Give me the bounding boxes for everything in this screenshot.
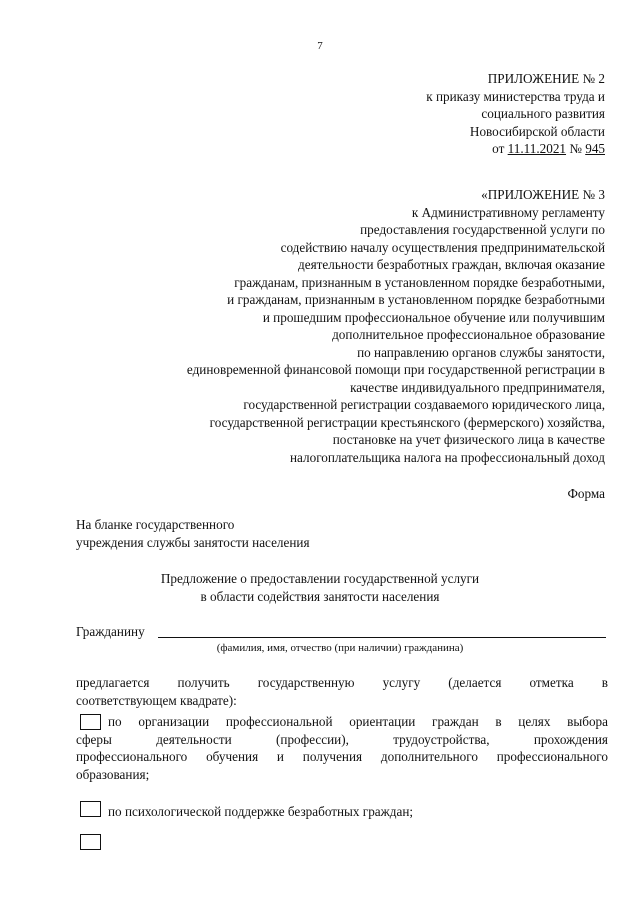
- appendix-2-line: социального развития: [481, 106, 605, 121]
- appendix-3-title: «ПРИЛОЖЕНИЕ № 3: [481, 187, 605, 202]
- document-title-line: в области содействия занятости населения: [200, 588, 440, 604]
- appendix-3-header: [65, 186, 605, 466]
- appendix-3-line: государственной регистрации создаваемого юридического лица,: [243, 397, 605, 412]
- appendix-3-line: дополнительное профессиональное образование: [332, 327, 605, 342]
- form-label: Форма: [567, 486, 605, 501]
- order-number: 945: [585, 141, 605, 156]
- appendix-2-date-line: [305, 140, 605, 158]
- page-number: 7: [317, 40, 323, 52]
- option-checkbox[interactable]: [80, 801, 101, 817]
- letterhead-line: На бланке государственного: [76, 517, 235, 532]
- service-option: [76, 713, 608, 783]
- appendix-3-line: деятельности безработных граждан, включая оказание: [298, 257, 605, 272]
- appendix-3-line: содействию началу осуществления предпринимательской: [280, 239, 605, 255]
- option-checkbox[interactable]: [80, 714, 101, 730]
- option-checkbox[interactable]: [80, 834, 101, 850]
- number-sign: №: [566, 141, 586, 156]
- date-prefix: от: [492, 141, 508, 156]
- document-title-line: Предложение о предоставлении государственной услуги: [160, 571, 480, 586]
- appendix-2-header: [305, 70, 605, 158]
- intro-line: предлагается получить государственную услугу (делается отметка в: [76, 675, 608, 690]
- order-date: 11.11.2021: [507, 141, 567, 156]
- appendix-2-line: Новосибирской области: [469, 123, 605, 139]
- citizen-field: [76, 623, 606, 641]
- appendix-2-title: ПРИЛОЖЕНИЕ № 2: [487, 71, 605, 86]
- appendix-3-line: и гражданам, признанным в установленном порядке безработными: [227, 292, 605, 307]
- citizen-label: Гражданину: [76, 624, 145, 639]
- option-line: образования;: [76, 766, 150, 782]
- appendix-3-line: гражданам, признанным в установленном порядке безработными,: [234, 274, 605, 290]
- option-line: сферы деятельности (профессии), трудоустройства, прохождения: [76, 731, 608, 747]
- appendix-3-line: по направлению органов службы занятости,: [357, 344, 605, 360]
- service-option: [76, 803, 608, 821]
- citizen-name-line[interactable]: [158, 637, 606, 638]
- appendix-3-line: государственной регистрации крестьянского (фермерского) хозяйства,: [209, 414, 605, 430]
- appendix-3-line: единовременной финансовой помощи при государственной регистрации в: [186, 362, 605, 377]
- appendix-3-line: к Административному регламенту: [411, 204, 605, 220]
- option-line: по организации профессиональной ориентации граждан в целях выбора: [108, 714, 608, 729]
- appendix-3-line: качестве индивидуального предпринимателя,: [350, 379, 605, 395]
- citizen-field-caption: (фамилия, имя, отчество (при наличии) гражданина): [216, 642, 464, 654]
- document-title: [0, 570, 640, 605]
- appendix-3-line: и прошедшим профессиональное обучение или получившим: [262, 309, 605, 325]
- appendix-3-line: предоставления государственной услуги по: [360, 222, 605, 237]
- intro-line: соответствующем квадрате):: [76, 692, 237, 708]
- appendix-3-line: налогоплательщика налога на профессиональный доход: [290, 449, 605, 465]
- intro-paragraph: [76, 674, 608, 709]
- letterhead-note: [76, 516, 310, 551]
- option-line: профессионального обучения и получения дополнительного профессионального: [76, 749, 608, 764]
- option-line: по психологической поддержке безработных граждан;: [108, 804, 414, 819]
- letterhead-line: учреждения службы занятости населения: [76, 534, 310, 550]
- appendix-3-line: постановке на учет физического лица в качестве: [332, 432, 605, 447]
- appendix-2-line: к приказу министерства труда и: [426, 88, 605, 104]
